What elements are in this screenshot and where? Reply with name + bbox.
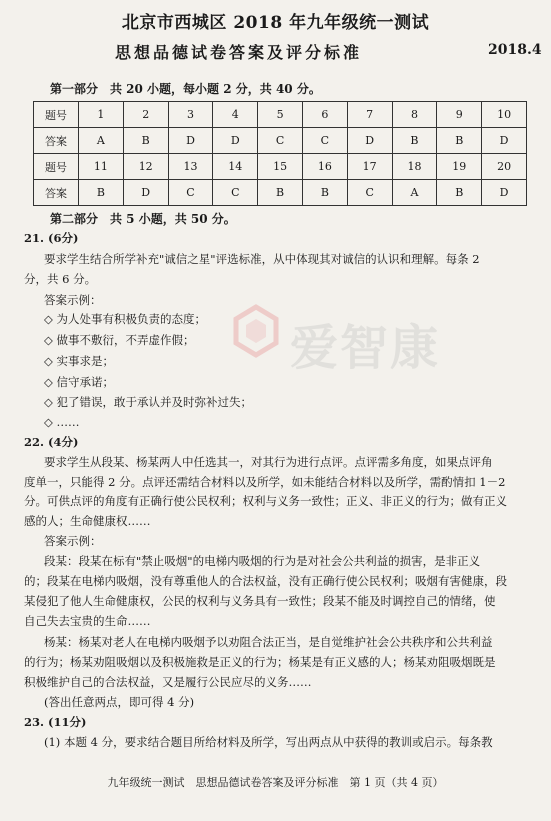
table-cell: 13 xyxy=(168,154,213,180)
q22-requirement-line: 分。可供点评的角度有正确行使公民权利；权利与义务一致性；正义、非正义的行为；做有正义 xyxy=(24,494,507,508)
answer-table-row xyxy=(34,154,527,180)
table-row-header: 答案 xyxy=(34,180,79,206)
table-cell: 17 xyxy=(347,154,392,180)
table-cell: 6 xyxy=(302,102,347,128)
table-cell: 8 xyxy=(392,102,437,128)
table-cell: 1 xyxy=(79,102,124,128)
table-cell: D xyxy=(482,180,527,206)
table-cell: B xyxy=(437,180,482,206)
table-cell: B xyxy=(79,180,124,206)
table-cell: D xyxy=(123,180,168,206)
q22-example-label: 答案示例： xyxy=(44,534,102,548)
q22-duan-paragraph: 某侵犯了他人生命健康权，公民的权利与义务具有一致性；段某不能及时调控自己的情绪，使 xyxy=(24,594,496,608)
q22-duan-paragraph: 的；段某在电梯内吸烟，没有尊重他人的合法权益，没有正确行使公民权利；吸烟有害健康，段 xyxy=(24,574,507,588)
table-cell: C xyxy=(168,180,213,206)
table-row-header: 答案 xyxy=(34,128,79,154)
q21-example-label: 答案示例： xyxy=(44,293,102,307)
q21-item: ◇ 实事求是； xyxy=(44,354,114,368)
q21-item: ◇ 信守承诺； xyxy=(44,375,114,389)
table-cell: B xyxy=(258,180,303,206)
table-cell: D xyxy=(213,128,258,154)
table-cell: C xyxy=(213,180,258,206)
watermark-text: 爱智康 xyxy=(290,320,441,376)
answer-table-row xyxy=(34,102,527,128)
q21-requirement-line1: 要求学生结合所学补充"诚信之星"评选标准，从中体现其对诚信的认识和理解。每条 2 xyxy=(44,252,480,266)
table-cell: 14 xyxy=(213,154,258,180)
q22-duan-paragraph: 段某：段某在标有"禁止吸烟"的电梯内吸烟的行为是对社会公共利益的损害，是非正义 xyxy=(44,554,481,568)
table-cell: 10 xyxy=(482,102,527,128)
q21-item: ◇ 做事不敷衍，不弄虚作假； xyxy=(44,333,195,347)
table-cell: 3 xyxy=(168,102,213,128)
q22-requirement-line: 度单一，只能得 2 分。点评还需结合材料以及所学，如未能结合材料以及所学，需酌情扣 1－2 xyxy=(24,475,506,489)
q22-yang-paragraph: 的行为；杨某劝阻吸烟以及积极施救是正义的行为；杨某是有正义感的人；杨某劝阻吸烟既是 xyxy=(24,655,496,669)
q21-item: ◇ …… xyxy=(44,415,80,429)
page-title: 北京市西城区 2018 年九年级统一测试 xyxy=(121,13,430,33)
table-cell: 7 xyxy=(347,102,392,128)
table-row-header: 题号 xyxy=(34,102,79,128)
table-cell: 11 xyxy=(79,154,124,180)
table-cell: 15 xyxy=(258,154,303,180)
table-cell: 20 xyxy=(482,154,527,180)
page-subtitle: 思想品德试卷答案及评分标准 xyxy=(115,43,363,62)
part2-heading: 第二部分 共 5 小题，共 50 分。 xyxy=(50,212,236,226)
exam-date: 2018.4 xyxy=(488,42,542,58)
table-cell: B xyxy=(392,128,437,154)
table-cell: 2 xyxy=(123,102,168,128)
table-row-header: 题号 xyxy=(34,154,79,180)
q22-duan-paragraph: 自己失去宝贵的生命…… xyxy=(24,614,151,628)
table-cell: 18 xyxy=(392,154,437,180)
table-cell: B xyxy=(123,128,168,154)
q22-yang-paragraph: 积极维护自己的合法权益，又是履行公民应尽的义务…… xyxy=(24,675,312,689)
page-footer: 九年级统一测试 思想品德试卷答案及评分标准 第 1 页（共 4 页） xyxy=(107,776,444,789)
table-cell: B xyxy=(302,180,347,206)
q21-requirement-line2: 分，共 6 分。 xyxy=(24,272,97,286)
table-cell: D xyxy=(482,128,527,154)
table-cell: 16 xyxy=(302,154,347,180)
table-cell: 19 xyxy=(437,154,482,180)
q23-number: 23. (11分) xyxy=(24,715,87,729)
part1-heading: 第一部分 共 20 小题，每小题 2 分，共 40 分。 xyxy=(50,82,321,96)
table-cell: 12 xyxy=(123,154,168,180)
watermark-logo-icon xyxy=(232,303,280,359)
table-cell: B xyxy=(437,128,482,154)
q22-number: 22. (4分) xyxy=(24,435,79,449)
table-cell: 5 xyxy=(258,102,303,128)
table-cell: D xyxy=(347,128,392,154)
table-cell: C xyxy=(258,128,303,154)
q22-requirement-line: 感的人；生命健康权…… xyxy=(24,514,151,528)
q21-number: 21. (6分) xyxy=(24,231,79,245)
table-cell: A xyxy=(79,128,124,154)
q22-requirement-line: 要求学生从段某、杨某两人中任选其一，对其行为进行点评。点评需多角度，如果点评角 xyxy=(44,455,493,469)
answer-table-row xyxy=(34,128,527,154)
table-cell: D xyxy=(168,128,213,154)
q22-scoring-note: (答出任意两点，即可得 4 分) xyxy=(44,695,195,709)
table-cell: 4 xyxy=(213,102,258,128)
table-cell: C xyxy=(302,128,347,154)
table-cell: 9 xyxy=(437,102,482,128)
answer-table xyxy=(33,101,527,206)
q22-yang-paragraph: 杨某：杨某对老人在电梯内吸烟予以劝阻合法正当，是自觉维护社会公共秩序和公共利益 xyxy=(44,635,493,649)
answer-table-row xyxy=(34,180,527,206)
q23-line: (1) 本题 4 分，要求结合题目所给材料及所学，写出两点从中获得的教训或启示。每条教 xyxy=(44,735,493,749)
q21-item: ◇ 为人处事有积极负责的态度； xyxy=(44,312,206,326)
q21-item: ◇ 犯了错误，敢于承认并及时弥补过失； xyxy=(44,395,252,409)
table-cell: A xyxy=(392,180,437,206)
table-cell: C xyxy=(347,180,392,206)
